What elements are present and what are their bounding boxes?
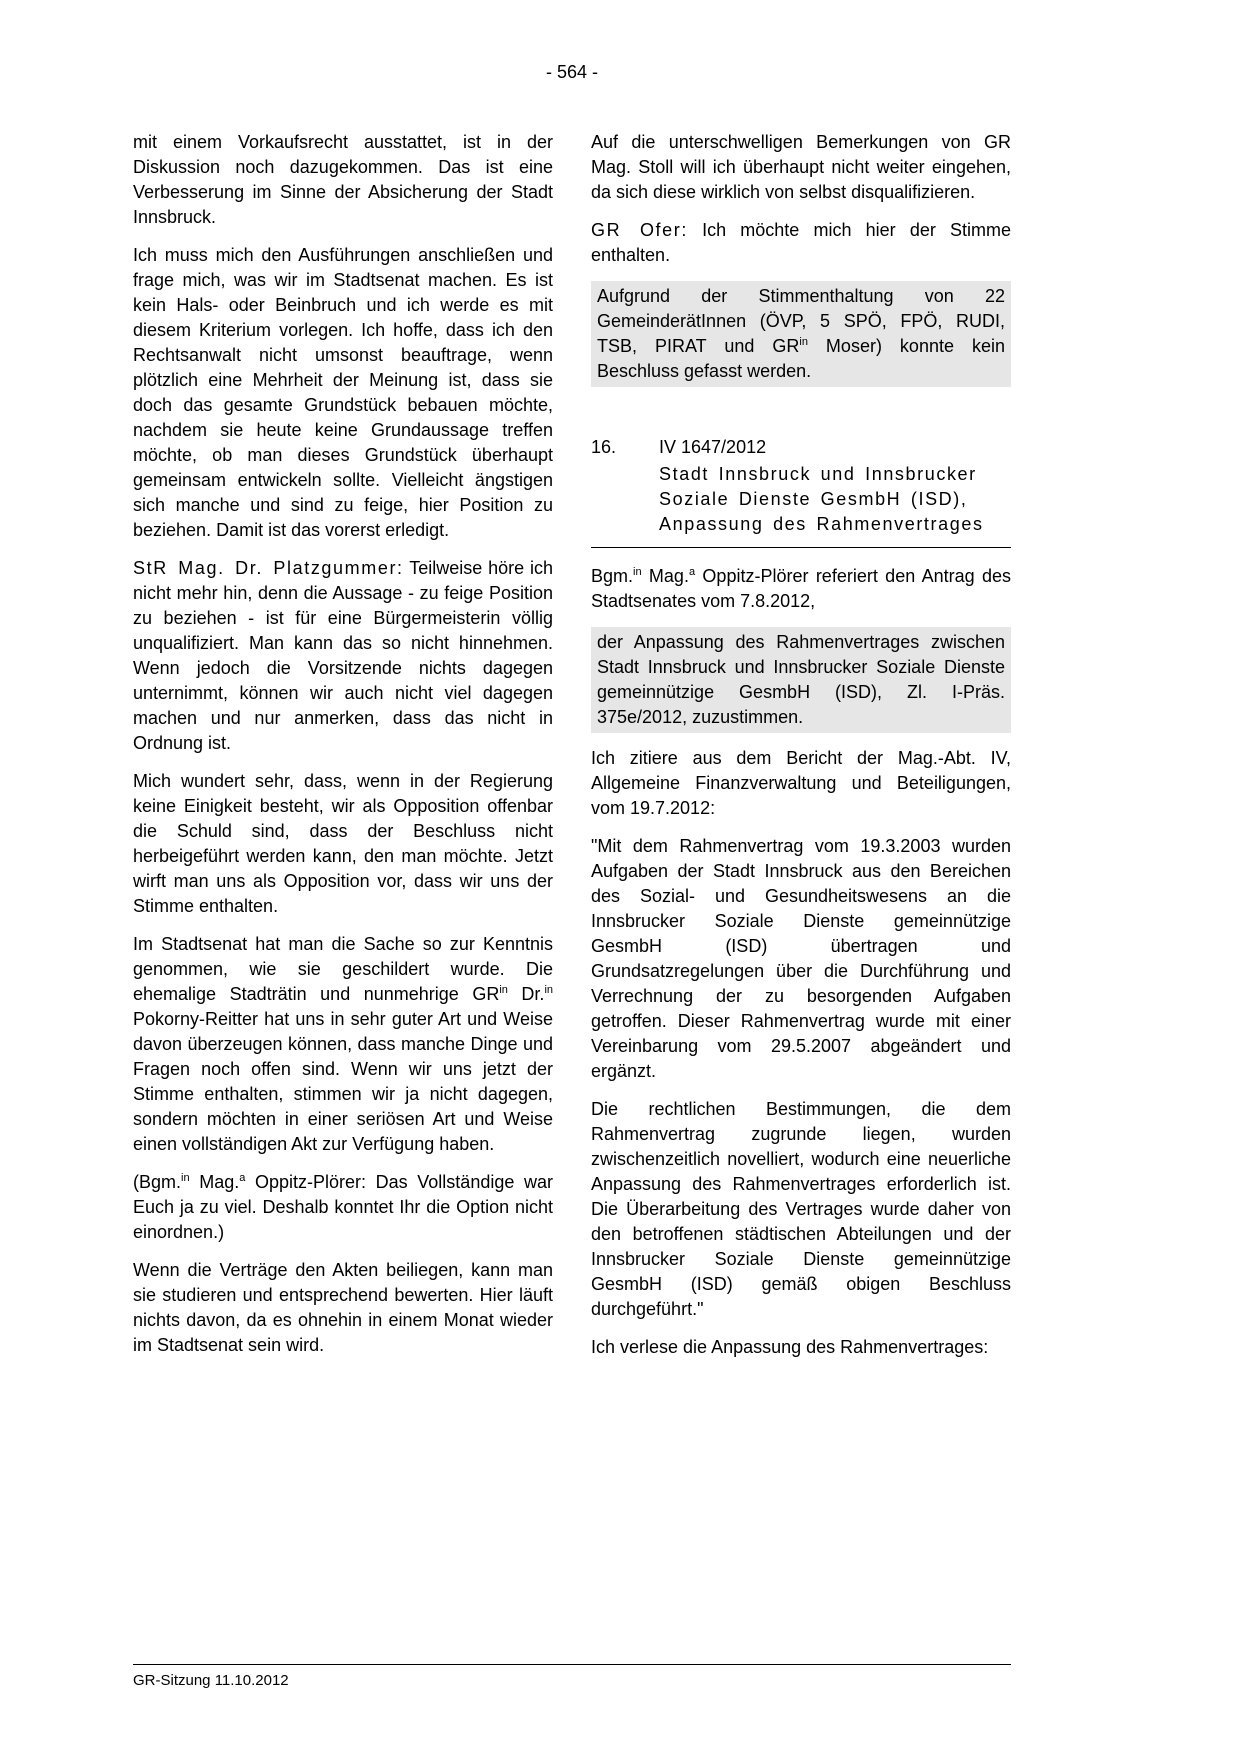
- text-run: Mag.: [189, 1172, 240, 1192]
- paragraph: [133, 243, 553, 543]
- agenda-item-title: Stadt Innsbruck und Innsbrucker Soziale Dienste GesmbH (ISD), Anpassung des Rahmenvertrages: [659, 464, 984, 534]
- paragraph: [591, 564, 1011, 614]
- text-run: Oppitz-Plörer referiert den Antrag des Stadtsenates vom 7.8.2012,: [591, 566, 1011, 611]
- text-run: Dr.: [507, 984, 545, 1004]
- content-area: [133, 130, 1011, 1373]
- superscript: in: [633, 566, 642, 578]
- footer-text: GR-Sitzung 11.10.2012: [133, 1672, 289, 1689]
- text-run: (Bgm.: [133, 1172, 182, 1192]
- speaker-name: StR Mag. Dr. Platzgummer:: [133, 558, 404, 578]
- text-run: Teilweise höre ich nicht mehr hin, denn die Aussage - zu feige Position zu beziehen - ist für eine Bürgermeisterin völlig unqualifiziert. Man kann das so nicht hinnehmen. Wenn jedoch die Vorsitzende nichts dagegen unternimmt, können wir auch nicht viel dagegen machen und nur anmerken, dass das nicht in Ordnung ist.: [133, 558, 553, 753]
- text-run: "Mit dem Rahmenvertrag vom 19.3.2003 wurden Aufgaben der Stadt Innsbruck aus den Bereichen des Sozial- und Gesundheitswesens an die Innsbrucker Soziale Dienste gemeinnützige GesmbH (ISD) übertragen und Grundsatzregelungen über die Durchführung und Verrechnung der zu besorgenden Aufgaben getroffen. Dieser Rahmenvertrag wurde mit einer Vereinbarung vom 29.5.2007 abgeändert und ergänzt.: [591, 836, 1011, 1081]
- right-column: [591, 130, 1011, 1373]
- paragraph: [133, 1258, 553, 1358]
- text-run: Ich möchte mich hier der Stimme enthalten.: [591, 220, 1011, 265]
- text-run: Aufgrund der Stimmenthaltung von 22 GemeinderätInnen (ÖVP, 5 SPÖ, FPÖ, RUDI, TSB, PIRAT und GR: [597, 286, 1005, 356]
- page-number: - 564 -: [545, 62, 599, 82]
- superscript: a: [239, 1172, 246, 1184]
- paragraph: [591, 1097, 1011, 1322]
- paragraph: [591, 834, 1011, 1084]
- paragraph: [591, 130, 1011, 205]
- paragraph: [133, 130, 553, 230]
- superscript: in: [544, 984, 553, 996]
- text-run: Oppitz-Plörer: Das Vollständige war Euch ja zu viel. Deshalb konntet Ihr die Option nicht einordnen.): [133, 1172, 553, 1242]
- text-run: Mich wundert sehr, dass, wenn in der Regierung keine Einigkeit besteht, wir als Opposition offenbar die Schuld sind, dass der Beschluss nicht herbeigeführt werden kann, den man möchte. Jetzt wirft man uns als Opposition vor, dass wir uns der Stimme enthalten.: [133, 771, 553, 916]
- text-run: Pokorny-Reitter hat uns in sehr guter Art und Weise davon überzeugen können, dass manche Dinge und Fragen noch offen sind. Wenn wir uns jetzt der Stimme enthalten, stimmen wir ja nicht dagegen, sondern möchten in einer seriösen Art und Weise einen vollständigen Akt zur Verfügung haben.: [133, 1009, 553, 1154]
- paragraph: [133, 932, 553, 1157]
- highlighted-paragraph: [591, 281, 1011, 387]
- highlighted-paragraph: [591, 627, 1011, 733]
- agenda-item-head: [591, 435, 1011, 460]
- paragraph: [133, 1170, 553, 1245]
- agenda-item-number: 16.: [591, 437, 617, 457]
- text-run: Die rechtlichen Bestimmungen, die dem Rahmenvertrag zugrunde liegen, wurden zwischenzeitlich novelliert, wodurch eine neuerliche Anpassung des Rahmenvertrages erforderlich ist. Die Überarbeitung des Vertrages wurde daher von den betroffenen städtischen Abteilungen und der Innsbrucker Soziale Dienste gemeinnützige GesmbH (ISD) gemäß obigen Beschluss durchgeführt.": [591, 1099, 1011, 1319]
- text-run: Moser) konnte kein Beschluss gefasst werden.: [597, 336, 1005, 381]
- text-run: mit einem Vorkaufsrecht ausstattet, ist in der Diskussion noch dazugekommen. Das ist eine Verbesserung im Sinne der Absicherung der Stadt Innsbruck.: [133, 132, 553, 227]
- superscript: a: [688, 566, 696, 578]
- paragraph: [133, 556, 553, 756]
- text-run: Ich muss mich den Ausführungen anschließen und frage mich, was wir im Stadtsenat machen. Es ist kein Hals- oder Beinbruch und ich werde es mit diesem Kriterium vorlegen. Ich hoffe, dass ich den Rechtsanwalt nicht umsonst beauftrage, wenn plötzlich eine Mehrheit der Meinung ist, dass sie doch das gesamte Grundstück bebauen möchte, nachdem sie heute keine Grundaussage treffen möchte, ob man dieses Grundstück überhaupt gemeinsam entwickeln sollte. Vielleicht ängstigen sich manche und sind zu feige, hier Position zu beziehen. Damit ist das vorerst erledigt.: [133, 245, 553, 540]
- text-run: Ich zitiere aus dem Bericht der Mag.-Abt. IV, Allgemeine Finanzverwaltung und Beteiligungen, vom 19.7.2012:: [591, 748, 1011, 818]
- agenda-item-code: IV 1647/2012: [659, 437, 767, 457]
- paragraph: [133, 769, 553, 919]
- agenda-item: [591, 435, 1011, 548]
- text-run: Ich verlese die Anpassung des Rahmenvertrages:: [591, 1337, 989, 1357]
- page-footer: [133, 1664, 1011, 1690]
- text-run: Wenn die Verträge den Akten beiliegen, kann man sie studieren und entsprechend bewerten. Hier läuft nichts davon, da es ohnehin in einem Monat wieder im Stadtsenat sein wird.: [133, 1260, 553, 1355]
- text-run: der Anpassung des Rahmenvertrages zwischen Stadt Innsbruck und Innsbrucker Soziale Dienste gemeinnützige GesmbH (ISD), Zl. I-Präs. 375e/2012, zuzustimmen.: [597, 632, 1005, 727]
- superscript: in: [181, 1172, 190, 1184]
- text-run: Bgm.: [591, 566, 634, 586]
- superscript: in: [799, 336, 808, 348]
- paragraph: [591, 746, 1011, 821]
- text-run: Mag.: [641, 566, 689, 586]
- left-column: [133, 130, 553, 1373]
- paragraph: [591, 218, 1011, 268]
- text-run: Auf die unterschwelligen Bemerkungen von GR Mag. Stoll will ich überhaupt nicht weiter eingehen, da sich diese wirklich von selbst disqualifizieren.: [591, 132, 1011, 202]
- paragraph: [591, 1335, 1011, 1360]
- speaker-name: GR Ofer:: [591, 220, 688, 240]
- superscript: in: [499, 984, 508, 996]
- text-run: Im Stadtsenat hat man die Sache so zur Kenntnis genommen, wie sie geschildert wurde. Die ehemalige Stadträtin und nunmehrige GR: [133, 934, 553, 1004]
